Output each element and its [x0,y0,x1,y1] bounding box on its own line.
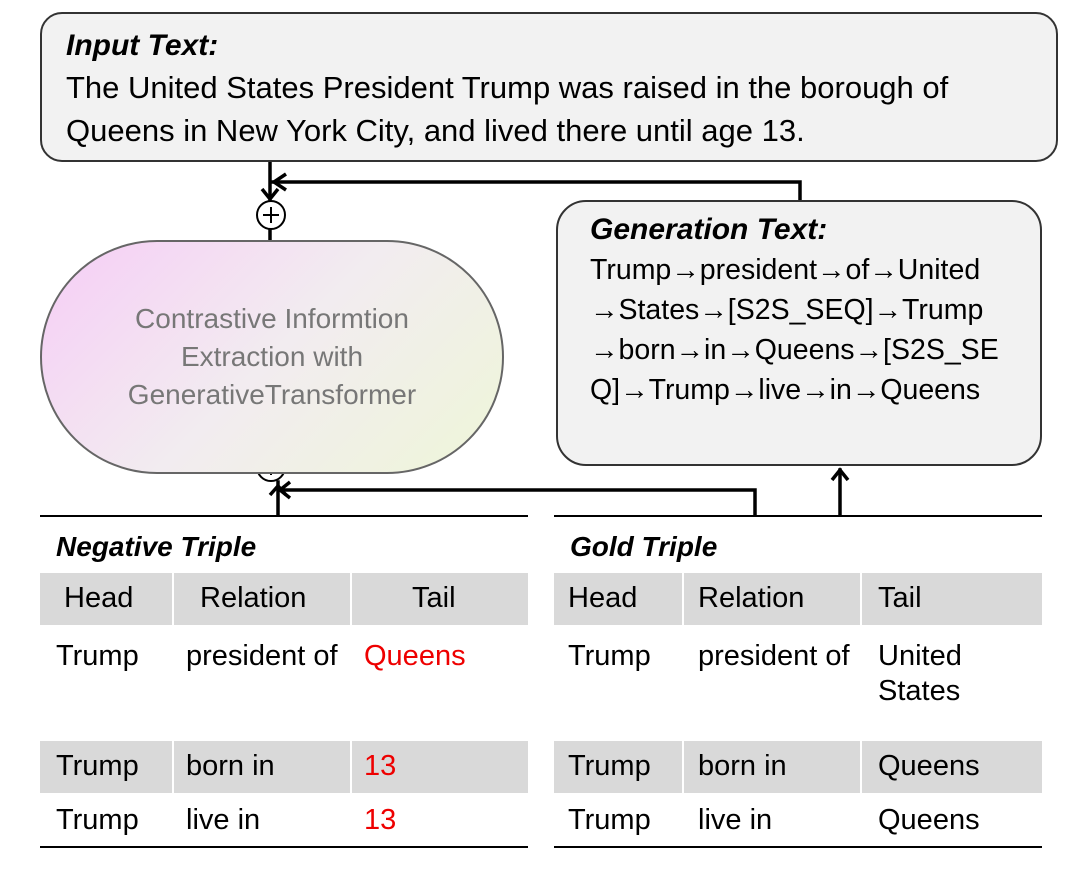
table-row [554,795,1042,847]
cell-tail: Queens [878,750,980,782]
model-box [40,240,504,474]
table-row [554,625,1042,733]
cell-tail-negative: Queens [364,640,466,672]
table-title: Negative Triple [56,531,257,562]
column-header-tail: Tail [878,582,922,614]
plus-icon-top [256,200,286,230]
cell-head: Trump [56,750,139,782]
negative-triple-table [40,515,528,848]
model-label: Contrastive Informtion Extraction with GenerativeTransformer [127,303,417,410]
cell-head: Trump [568,640,651,672]
generation-text-body: Trump→president→of→United→States→[S2S_SEQ]→Trump→born→in→Queens→[S2S_SEQ]→Trump→live→in→Queens [590,254,999,406]
cell-head: Trump [56,804,139,836]
column-header-relation: Relation [698,582,805,614]
cell-tail-negative: 13 [364,750,397,782]
generation-feedback-line [272,182,800,200]
gold-triple-table [554,515,1042,848]
table-row [40,795,528,847]
table-header-row [554,573,1042,625]
gold-to-model-line [280,490,755,515]
input-text-box [40,12,1058,162]
cell-relation: live in [186,804,261,836]
column-header-head: Head [64,582,134,614]
cell-tail: United States [878,640,962,707]
column-header-relation: Relation [200,582,307,614]
cell-relation: president of [186,640,338,672]
table-row [554,741,1042,793]
cell-tail-negative: 13 [364,804,397,836]
cell-relation: president of [698,640,850,672]
cell-head: Trump [56,640,139,672]
cell-head: Trump [568,804,651,836]
column-header-head: Head [568,582,638,614]
input-text-title: Input Text: [66,29,219,62]
table-row [40,741,528,793]
cell-relation: born in [698,750,787,782]
generation-text-title: Generation Text: [590,213,828,246]
generation-text-box [556,200,1042,466]
cell-relation: born in [186,750,275,782]
table-row [40,625,528,733]
input-text-body: The United States President Trump was raised in the borough of Queens in New York City, and lived there until age 13. [66,70,949,148]
table-title: Gold Triple [570,531,718,562]
cell-tail: Queens [878,804,980,836]
table-header-row [40,573,528,625]
column-header-tail: Tail [412,582,456,614]
cell-head: Trump [568,750,651,782]
cell-relation: live in [698,804,773,836]
